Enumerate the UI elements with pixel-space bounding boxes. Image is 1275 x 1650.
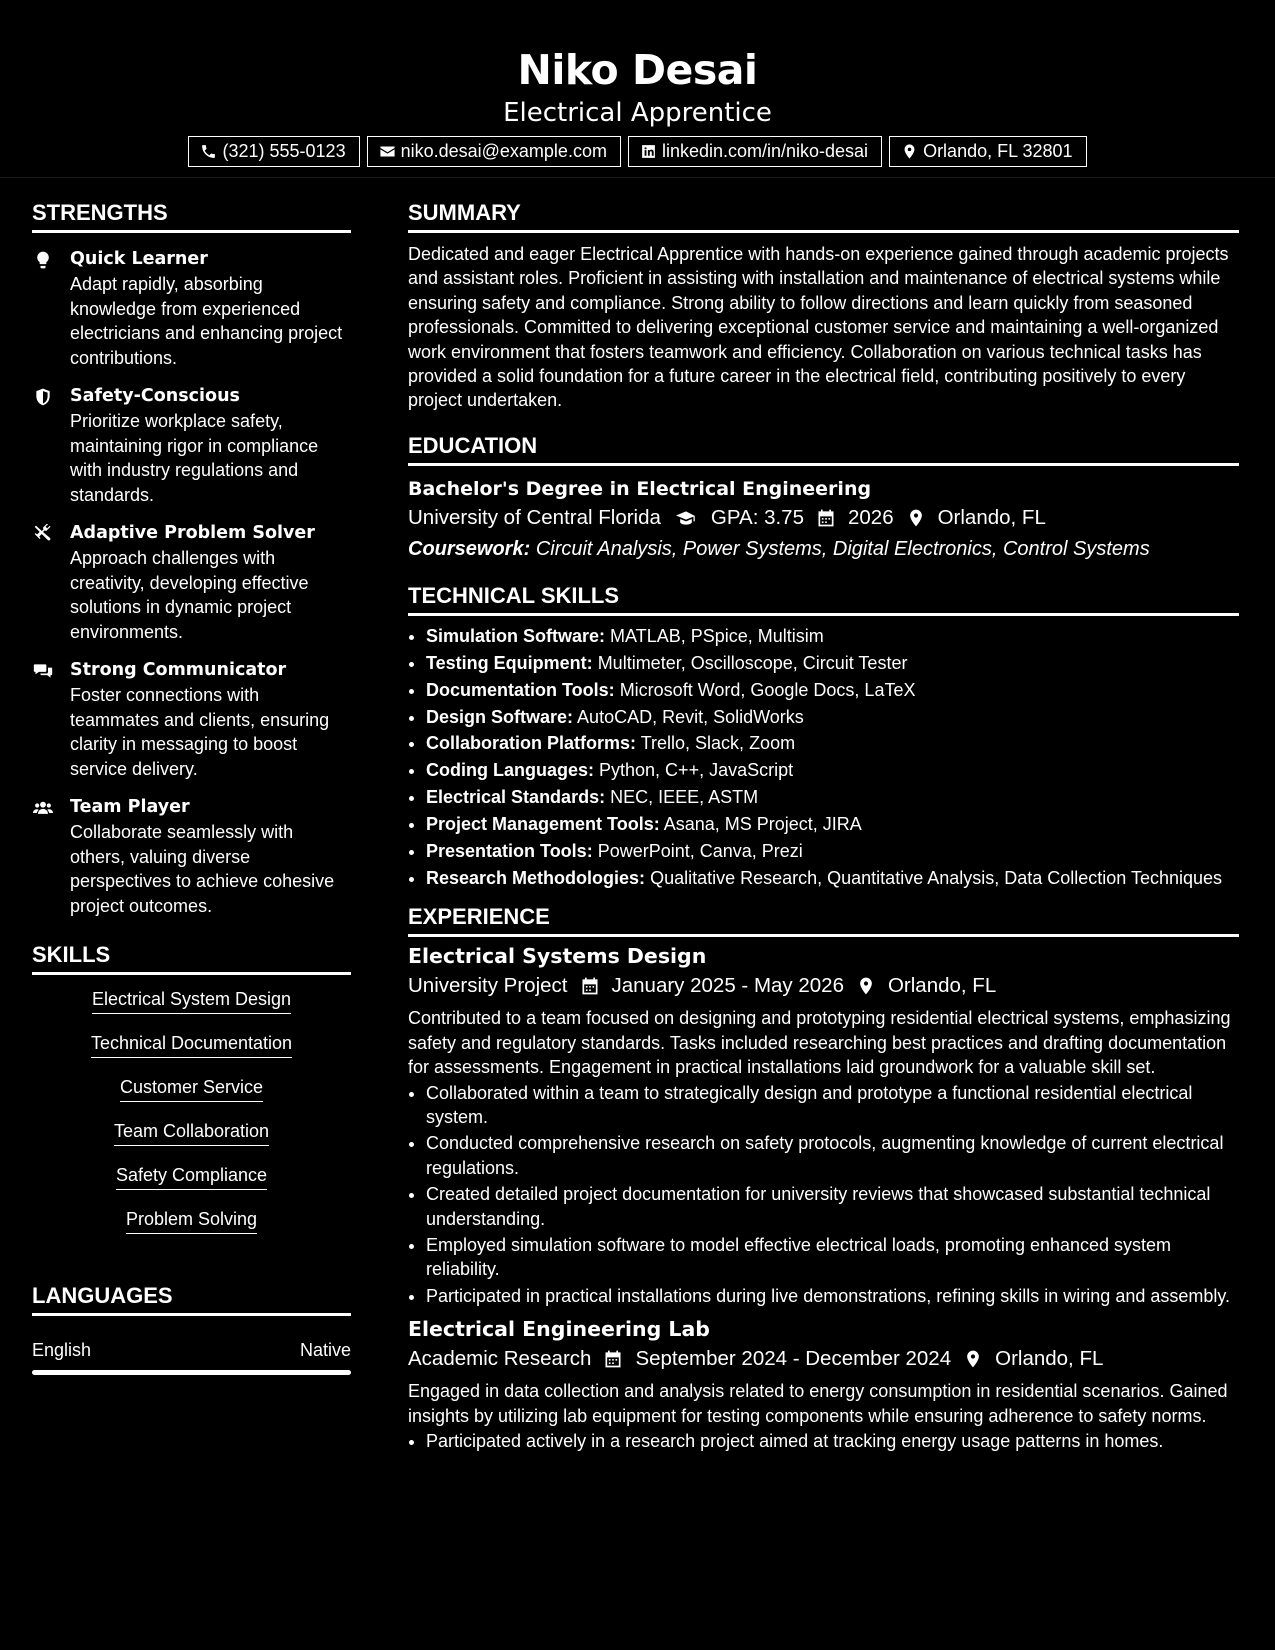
technical-skill-label: Simulation Software: bbox=[426, 625, 606, 646]
job-org: Academic Research bbox=[408, 1347, 592, 1371]
strength-title: Safety-Conscious bbox=[70, 386, 240, 406]
strength-desc: Approach challenges with creativity, developing effective solutions in dynamic project environments. bbox=[70, 548, 309, 642]
technical-skill-label: Project Management Tools: bbox=[426, 814, 660, 835]
language-name: English bbox=[32, 1340, 92, 1360]
education-year: 2026 bbox=[847, 505, 894, 529]
technical-skill-item bbox=[426, 812, 1239, 836]
linkedin-icon bbox=[640, 143, 657, 160]
job-location: Orlando, FL bbox=[887, 974, 997, 998]
technical-skill-value: Microsoft Word, Google Docs, LaTeX bbox=[619, 679, 916, 700]
technical-skill-item bbox=[426, 839, 1239, 863]
education-degree: Bachelor's Degree in Electrical Engineering bbox=[408, 477, 872, 500]
skill-tag: Safety Compliance bbox=[116, 1163, 267, 1190]
technical-skill-label: Design Software: bbox=[426, 706, 574, 727]
technical-skill-item bbox=[426, 678, 1239, 702]
coursework-label: Coursework: bbox=[408, 537, 531, 560]
skill-tag: Problem Solving bbox=[126, 1207, 257, 1234]
job-location: Orlando, FL bbox=[995, 1347, 1104, 1371]
education-coursework bbox=[408, 533, 1239, 565]
skill-tag: Customer Service bbox=[120, 1075, 263, 1102]
users-icon bbox=[32, 798, 54, 818]
job-bullet: • Participated actively in a research project aimed at tracking energy usage patterns in homes. bbox=[426, 1429, 1239, 1453]
technical-skill-item bbox=[426, 651, 1239, 675]
job-meta bbox=[408, 1344, 1239, 1374]
calendar-icon bbox=[816, 508, 836, 528]
job-description: Engaged in data collection and analysis related to energy consumption in residential scenarios. Gained insights by utilizing lab equipment for testing components while ensuring adherence to safety norms. bbox=[408, 1381, 1228, 1426]
calendar-icon bbox=[580, 976, 600, 996]
strength-desc: Foster connections with teammates and clients, ensuring clarity in messaging to boost service delivery. bbox=[70, 685, 330, 779]
resume-header bbox=[0, 0, 1275, 178]
education-school: University of Central Florida bbox=[408, 505, 661, 529]
lightbulb-icon bbox=[32, 250, 54, 270]
job-bullet: • Collaborated within a team to strategically design and prototype a functional residential electrical system. bbox=[426, 1081, 1239, 1130]
experience-item bbox=[408, 1314, 1239, 1453]
contact-linkedin[interactable] bbox=[628, 136, 882, 167]
job-bullets bbox=[408, 1081, 1239, 1309]
tools-icon bbox=[32, 524, 54, 544]
summary-heading: SUMMARY bbox=[408, 196, 1239, 233]
strength-item bbox=[32, 247, 351, 370]
contact-phone[interactable] bbox=[188, 136, 359, 167]
job-title: Electrical Systems Design bbox=[408, 944, 707, 969]
technical-skill-label: Presentation Tools: bbox=[426, 841, 593, 862]
job-bullet: • Employed simulation software to model effective electrical loads, promoting enhanced system reliability. bbox=[426, 1233, 1239, 1282]
strength-item bbox=[32, 795, 351, 918]
technical-skill-value: Qualitative Research, Quantitative Analysis, Data Collection Techniques bbox=[650, 868, 1223, 888]
languages-heading: LANGUAGES bbox=[32, 1279, 351, 1316]
contact-linkedin-text: linkedin.com/in/niko-desai bbox=[661, 141, 869, 161]
skill-tag: Team Collaboration bbox=[114, 1119, 269, 1146]
contact-phone-text: (321) 555-0123 bbox=[222, 141, 346, 161]
skills-list bbox=[32, 987, 351, 1251]
strength-title: Adaptive Problem Solver bbox=[70, 523, 315, 543]
technical-skill-label: Coding Languages: bbox=[426, 760, 594, 781]
technical-skill-value: NEC, IEEE, ASTM bbox=[610, 787, 759, 808]
technical-skills-list bbox=[408, 624, 1239, 891]
strength-desc: Adapt rapidly, absorbing knowledge from experienced electricians and enhancing project contributions. bbox=[70, 274, 343, 368]
job-dates: September 2024 - December 2024 bbox=[635, 1347, 952, 1371]
technical-skill-value: PowerPoint, Canva, Prezi bbox=[597, 841, 803, 862]
location-icon bbox=[963, 1349, 983, 1369]
location-icon bbox=[856, 976, 876, 996]
technical-skill-item bbox=[426, 785, 1239, 809]
skills-heading: SKILLS bbox=[32, 938, 351, 975]
technical-skill-label: Documentation Tools: bbox=[426, 679, 615, 700]
candidate-name: Niko Desai bbox=[517, 46, 758, 94]
graduation-cap-icon bbox=[673, 508, 699, 528]
strength-desc: Prioritize workplace safety, maintaining rigor in compliance with industry regulations and standards. bbox=[70, 411, 319, 505]
technical-skill-label: Collaboration Platforms: bbox=[426, 733, 637, 754]
phone-icon bbox=[200, 143, 217, 160]
job-bullet: • Created detailed project documentation for university reviews that showcased substantial technical understanding. bbox=[426, 1182, 1239, 1231]
calendar-icon bbox=[603, 1349, 623, 1369]
technical-skill-value: AutoCAD, Revit, SolidWorks bbox=[577, 706, 804, 727]
language-item bbox=[32, 1338, 351, 1362]
contact-email-text: niko.desai@example.com bbox=[400, 141, 607, 161]
strength-title: Strong Communicator bbox=[70, 660, 287, 680]
education-location: Orlando, FL bbox=[937, 505, 1046, 529]
location-icon bbox=[906, 508, 926, 528]
job-org: University Project bbox=[408, 974, 568, 998]
job-title: Electrical Engineering Lab bbox=[408, 1317, 710, 1342]
job-bullet: • Conducted comprehensive research on safety protocols, augmenting knowledge of current electrical regulations. bbox=[426, 1131, 1239, 1180]
contact-location bbox=[889, 136, 1086, 167]
technical-skills-heading: TECHNICAL SKILLS bbox=[408, 579, 1239, 616]
language-level: Native bbox=[299, 1340, 351, 1360]
technical-skill-value: Multimeter, Oscilloscope, Circuit Tester bbox=[597, 652, 908, 673]
email-icon bbox=[379, 143, 396, 160]
technical-skill-value: Python, C++, JavaScript bbox=[599, 760, 794, 781]
technical-skill-item bbox=[426, 758, 1239, 782]
candidate-title: Electrical Apprentice bbox=[503, 98, 772, 128]
job-description: Contributed to a team focused on designing and prototyping residential electrical systems, emphasizing safety and regulatory standards. Tasks included researching best practices and drafting documentation for assessments. Engagement in practical installations laid groundwork for a valuable skill set. bbox=[408, 1008, 1231, 1078]
technical-skill-label: Testing Equipment: bbox=[426, 652, 593, 673]
left-column bbox=[32, 196, 351, 1375]
job-dates: January 2025 - May 2026 bbox=[611, 974, 844, 998]
technical-skill-item bbox=[426, 866, 1239, 890]
coursework-list: Circuit Analysis, Power Systems, Digital Electronics, Control Systems bbox=[535, 537, 1150, 560]
technical-skill-value: Asana, MS Project, JIRA bbox=[663, 814, 862, 835]
skill-tag: Electrical System Design bbox=[92, 987, 291, 1014]
strength-item bbox=[32, 521, 351, 644]
experience-item bbox=[408, 941, 1239, 1308]
strengths-heading: STRENGTHS bbox=[32, 196, 351, 233]
contact-bar bbox=[0, 136, 1275, 167]
technical-skill-value: Trello, Slack, Zoom bbox=[640, 733, 796, 754]
experience-heading: EXPERIENCE bbox=[408, 900, 1239, 937]
contact-email[interactable] bbox=[367, 136, 621, 167]
education-gpa: GPA: 3.75 bbox=[710, 505, 804, 529]
technical-skill-item bbox=[426, 624, 1239, 648]
strength-desc: Collaborate seamlessly with others, valuing diverse perspectives to achieve cohesive project outcomes. bbox=[70, 822, 335, 916]
skill-tag: Technical Documentation bbox=[91, 1031, 292, 1058]
technical-skill-label: Electrical Standards: bbox=[426, 787, 606, 808]
education-meta bbox=[408, 503, 1239, 533]
education-heading: EDUCATION bbox=[408, 429, 1239, 466]
language-proficiency-bar bbox=[32, 1370, 351, 1375]
location-icon bbox=[901, 143, 918, 160]
strength-title: Quick Learner bbox=[70, 249, 208, 269]
technical-skill-label: Research Methodologies: bbox=[426, 868, 646, 888]
technical-skill-item bbox=[426, 731, 1239, 755]
shield-icon bbox=[32, 387, 54, 407]
summary-text: Dedicated and eager Electrical Apprentice with hands-on experience gained through academic projects and assistant roles. Proficient in assisting with installation and maintenance of electrical systems while ensuring safety and compliance. Strong ability to follow directions and learn quickly from seasoned professionals. Committed to delivering exceptional customer service and maintaining a well-organized work environment that fosters teamwork and efficiency. Collaboration on various technical tasks has provided a solid foundation for a future career in the electrical field, contributing positively to every project undertaken. bbox=[408, 244, 1229, 411]
contact-location-text: Orlando, FL 32801 bbox=[923, 141, 1073, 161]
strength-item bbox=[32, 384, 351, 507]
comments-icon bbox=[32, 661, 54, 681]
job-bullets bbox=[408, 1429, 1239, 1453]
strength-title: Team Player bbox=[70, 797, 190, 817]
job-meta bbox=[408, 971, 1239, 1001]
technical-skill-item bbox=[426, 705, 1239, 729]
right-column bbox=[408, 196, 1239, 1456]
strength-item bbox=[32, 658, 351, 781]
job-bullet: • Participated in practical installations during live demonstrations, refining skills in wiring and assembly. bbox=[426, 1284, 1239, 1308]
technical-skill-value: MATLAB, PSpice, Multisim bbox=[610, 625, 824, 646]
